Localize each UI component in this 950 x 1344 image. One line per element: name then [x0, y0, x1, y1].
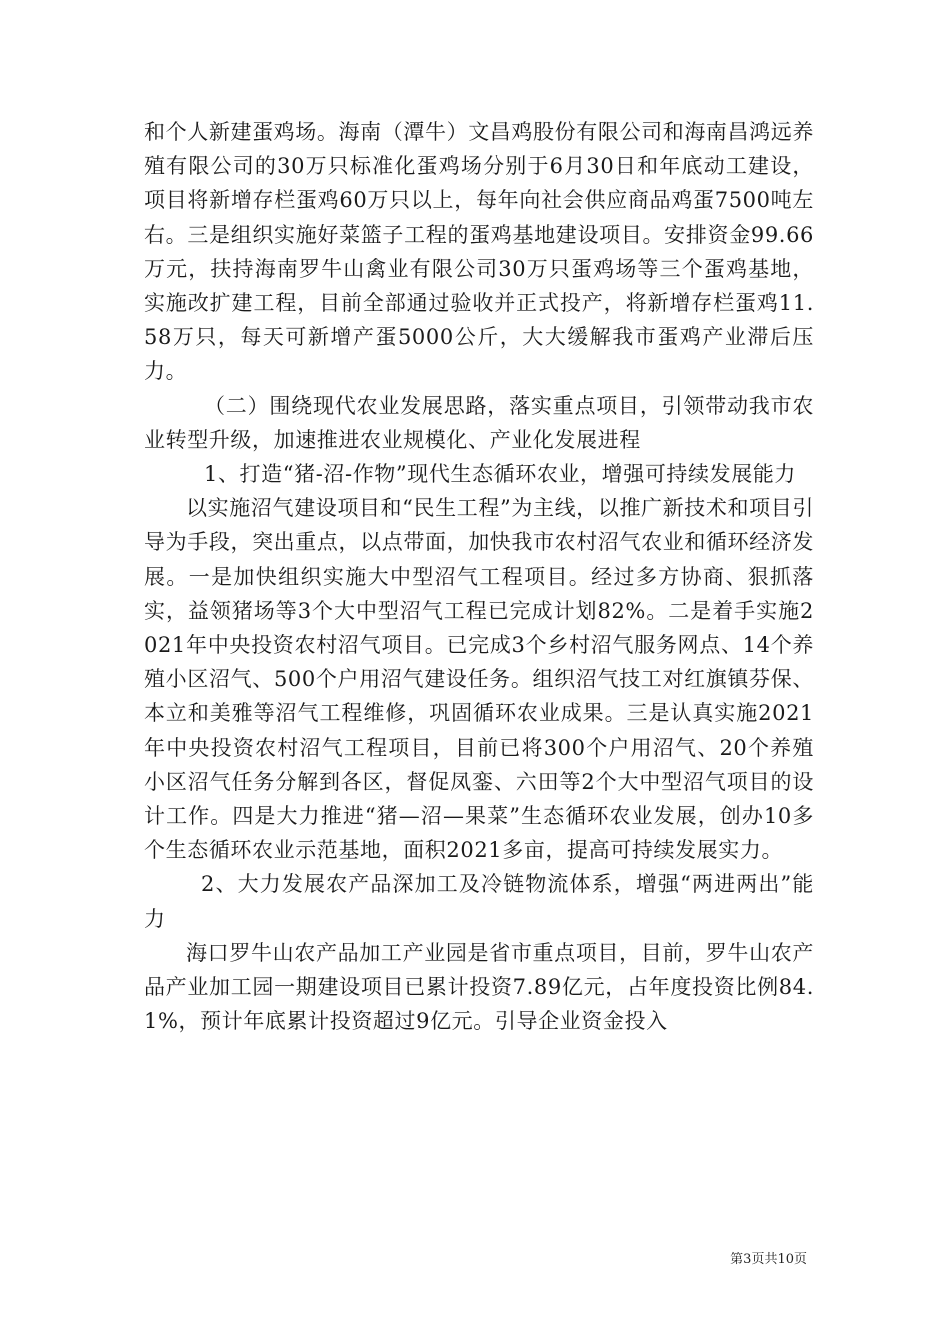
subheading-processing: 2、大力发展农产品深加工及冷链物流体系，增强“两进两出”能力 — [144, 872, 814, 931]
paragraph-industrial-park: 海口罗牛山农产品加工产业园是省市重点项目，目前，罗牛山农产品产业加工园一期建设项目已累计投资7.89亿元，占年度投资比例84.1%，预计年底累计投资超过9亿元。引导企业资金投入 — [144, 940, 814, 1034]
section-heading-two: （二）围绕现代农业发展思路，落实重点项目，引领带动我市农业转型升级，加速推进农业规模化、产业化发展进程 — [144, 393, 814, 452]
paragraph-biogas: 以实施沼气建设项目和“民生工程”为主线，以推广新技术和项目引导为手段，突出重点，以点带面，加快我市农村沼气农业和循环经济发展。一是加快组织实施大中型沼气工程项目。经过多方协商、狠抓落实，益领猪场等3个大中型沼气工程已完成计划82%。二是着手实施2021年中央投资农村沼气项目。已完成3个乡村沼气服务网点、14个养殖小区沼气、500个户用沼气建设任务。组织沼气技工对红旗镇芬保、本立和美雅等沼气工程维修，巩固循环农业成果。三是认真实施2021年中央投资农村沼气工程项目，目前已将300个户用沼气、20个养殖小区沼气任务分解到各区，督促凤銮、六田等2个大中型沼气项目的设计工作。四是大力推进“猪—沼—果菜”生态循环农业发展，创办10多个生态循环农业示范基地，面积2021多亩，提高可持续发展实力。 — [144, 496, 814, 863]
paragraph-egg-farms: 和个人新建蛋鸡场。海南（潭牛）文昌鸡股份有限公司和海南昌鸿远养殖有限公司的30万只标准化蛋鸡场分别于6月30日和年底动工建设，项目将新增存栏蛋鸡60万只以上，每年向社会供应商品鸡蛋7500吨左右。三是组织实施好菜篮子工程的蛋鸡基地建设项目。安排资金99.66万元，扶持海南罗牛山禽业有限公司30万只蛋鸡场等三个蛋鸡基地，实施改扩建工程，目前全部通过验收并正式投产，将新增存栏蛋鸡11.58万只，每天可新增产蛋5000公斤，大大缓解我市蛋鸡产业滞后压力。 — [144, 120, 814, 384]
page-number: 第3页共10页 — [730, 1252, 807, 1267]
document-body — [144, 115, 814, 1038]
subheading-pig-biogas: 1、打造“猪-沼-作物”现代生态循环农业，增强可持续发展能力 — [204, 462, 797, 487]
